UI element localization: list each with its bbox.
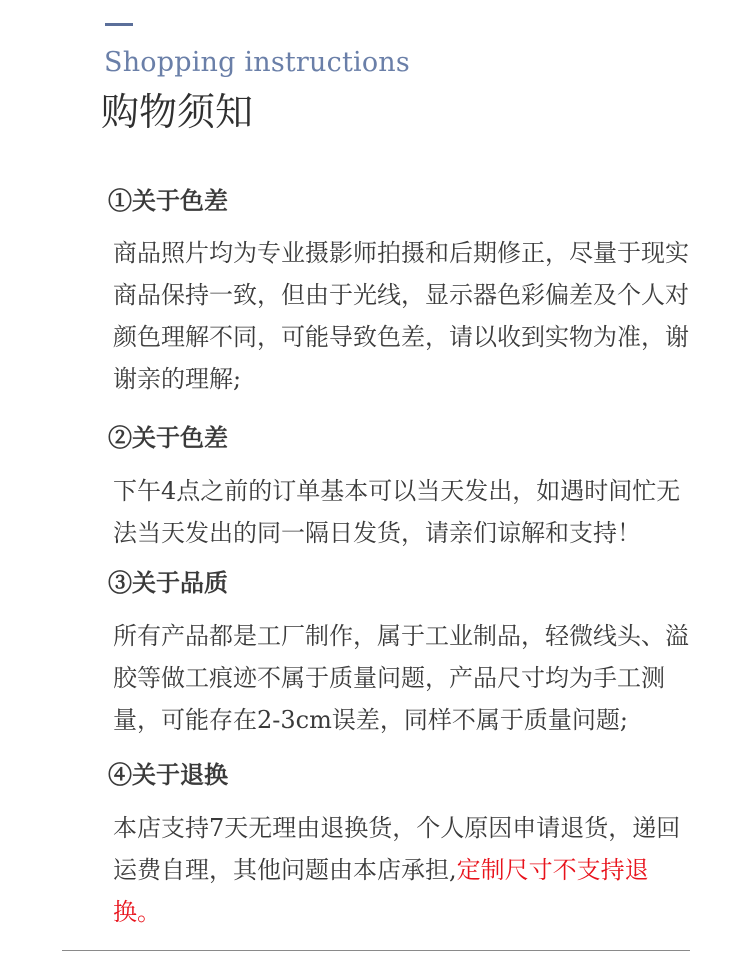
section-shipping [108, 421, 698, 547]
section-body: 下午4点之前的订单基本可以当天发出，如遇时间忙无法当天发出的同一隔日发货，请亲们谅解和支持！ [113, 477, 681, 547]
bottom-divider [62, 950, 690, 951]
section-heading: ①关于色差 [108, 186, 228, 215]
page-subtitle: Shopping instructions [104, 47, 410, 78]
section-body: 商品照片均为专业摄影师拍摄和后期修正，尽量于现实商品保持一致，但由于光线，显示器色彩偏差及个人对颜色理解不同，可能导致色差，请以收到实物为准，谢谢亲的理解; [113, 239, 689, 393]
section-heading: ③关于品质 [108, 568, 228, 597]
page-title: 购物须知 [101, 90, 254, 134]
section-body [113, 807, 693, 933]
custom-size-warning: 定制尺寸不支持退换。 [113, 856, 649, 926]
section-body-text: 本店支持7天无理由退换货，个人原因申请退货，递回运费自理，其他问题由本店承担, [113, 814, 681, 884]
section-returns [108, 758, 698, 926]
section-color-difference [108, 184, 698, 393]
section-heading: ④关于退换 [108, 760, 228, 789]
section-quality [108, 566, 698, 734]
accent-bar [105, 23, 133, 26]
section-body: 所有产品都是工厂制作，属于工业制品，轻微线头、溢胶等做工痕迹不属于质量问题，产品尺寸均为手工测量，可能存在2-3cm误差，同样不属于质量问题; [113, 622, 689, 734]
section-heading: ②关于色差 [108, 423, 228, 452]
